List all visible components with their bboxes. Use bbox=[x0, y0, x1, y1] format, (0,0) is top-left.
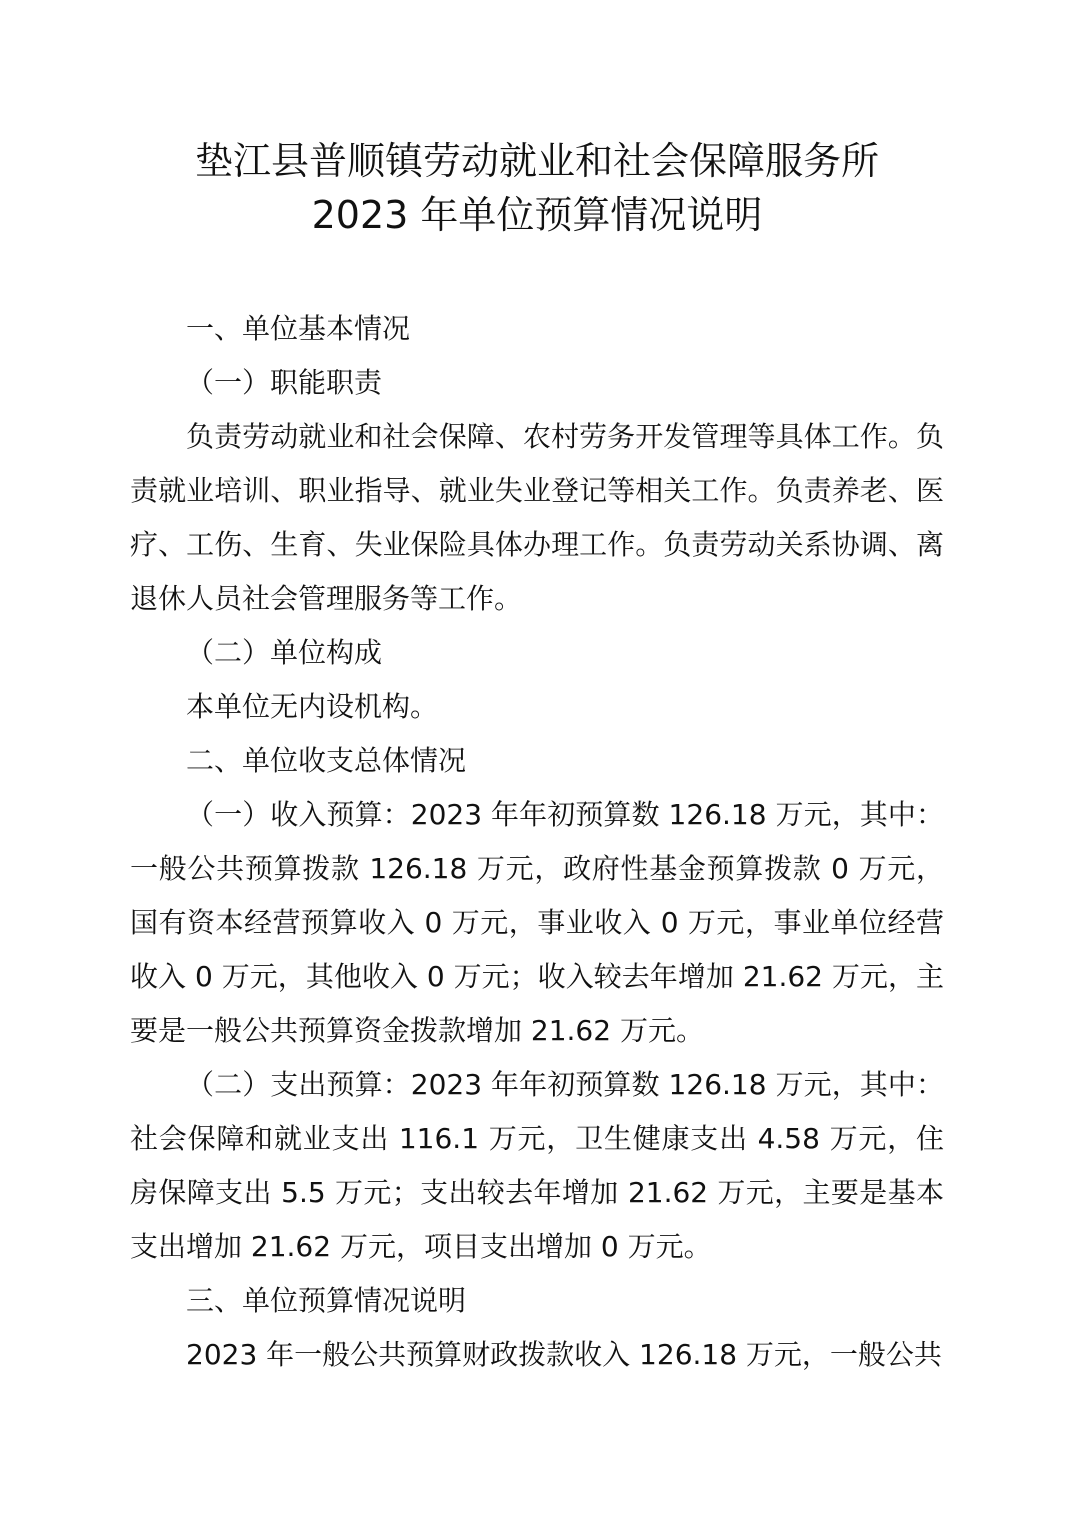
subsection-heading-structure: （二）单位构成 bbox=[186, 636, 383, 669]
title-line-1: 垫江县普顺镇劳动就业和社会保障服务所 bbox=[194, 139, 879, 183]
paragraph-expense-budget: （二）支出预算：2023 年年初预算数 126.18 万元，其中：社会保障和就业支出 116.1 万元，卫生健康支出 4.58 万元，住房保障支出 5.5 万元；支出较去年增加 21.62 万元，主要是基本支出增加 21.62 万元，项目支出增加 0 万元。 bbox=[130, 1068, 944, 1263]
section-heading-budget-explanation: 三、单位预算情况说明 bbox=[186, 1284, 467, 1317]
document-body bbox=[130, 302, 944, 1382]
section-heading-basic-info: 一、单位基本情况 bbox=[186, 312, 411, 345]
document-title bbox=[0, 134, 1074, 242]
paragraph-structure: 本单位无内设机构。 bbox=[186, 690, 439, 723]
paragraph-duties: 负责劳动就业和社会保障、农村劳务开发管理等具体工作。负责就业培训、职业指导、就业失业登记等相关工作。负责养老、医疗、工伤、生育、失业保险具体办理工作。负责劳动关系协调、离退休人员社会管理服务等工作。 bbox=[130, 420, 944, 615]
section-heading-overall: 二、单位收支总体情况 bbox=[186, 744, 467, 777]
paragraph-income-budget: （一）收入预算：2023 年年初预算数 126.18 万元，其中：一般公共预算拨款 126.18 万元，政府性基金预算拨款 0 万元，国有资本经营预算收入 0 万元，事业收入 0 万元，事业单位经营收入 0 万元，其他收入 0 万元；收入较去年增加 21.62 万元，主要是一般公共预算资金拨款增加 21.62 万元。 bbox=[130, 798, 944, 1047]
title-line-2: 2023 年单位预算情况说明 bbox=[311, 193, 763, 237]
subsection-heading-duties: （一）职能职责 bbox=[186, 366, 383, 399]
paragraph-general-budget: 2023 年一般公共预算财政拨款收入 126.18 万元，一般公共 bbox=[186, 1338, 942, 1371]
